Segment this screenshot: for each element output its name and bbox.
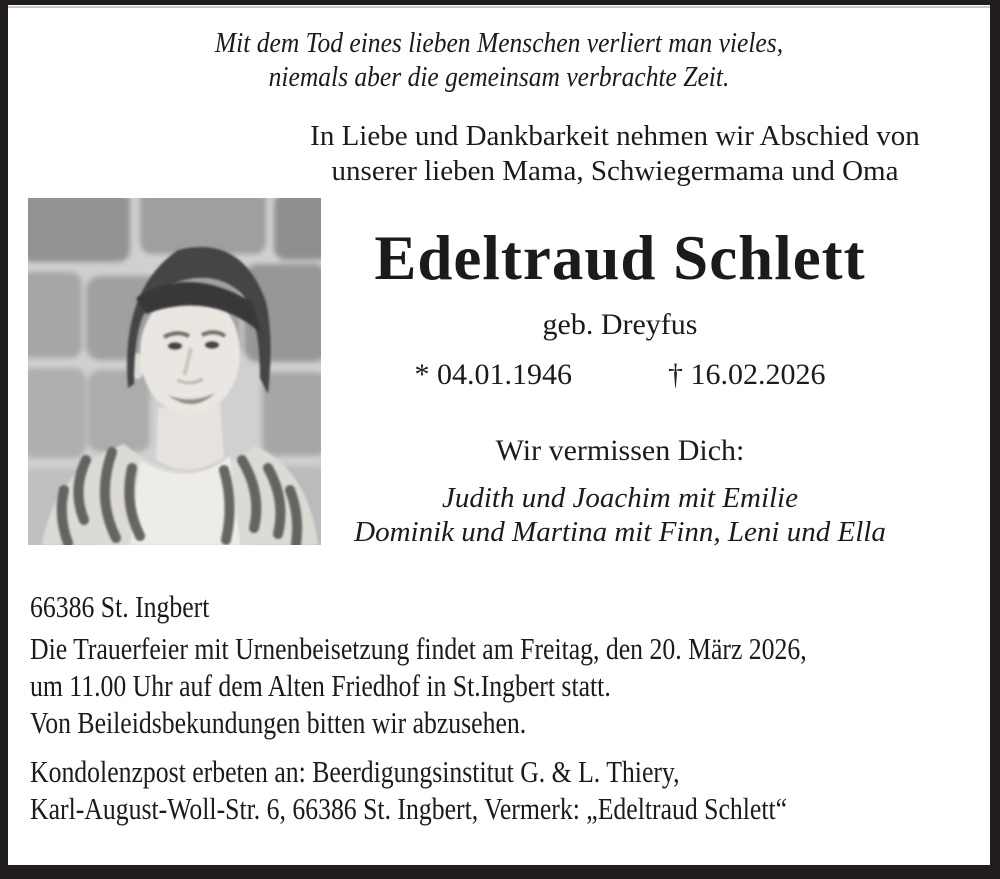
funeral-line: Von Beileidsbekundungen bitten wir abzusehen. — [30, 705, 527, 740]
memorial-quote — [67, 26, 931, 94]
life-dates — [330, 357, 910, 393]
funeral-info — [30, 630, 807, 741]
birth-date: * 04.01.1946 — [414, 358, 572, 391]
maiden-name: geb. Dreyfus — [542, 308, 698, 341]
funeral-line: um 11.00 Uhr auf dem Alten Friedhof in St.Ingbert statt. — [30, 668, 611, 703]
portrait-photo — [28, 198, 321, 545]
quote-line: Mit dem Tod eines lieben Menschen verliert man vieles, — [214, 27, 784, 59]
condolence-info — [30, 753, 787, 827]
city-line: 66386 St. Ingbert — [30, 589, 210, 624]
portrait-photo-graphic — [28, 198, 321, 545]
farewell-heading: Wir vermissen Dich: — [495, 434, 745, 467]
intro-line: In Liebe und Dankbarkeit nehmen wir Abschied von — [310, 120, 920, 152]
quote-line: niemals aber die gemeinsam verbrachte Zeit. — [268, 61, 730, 93]
death-date: † 16.02.2026 — [668, 358, 826, 391]
announcement-column — [330, 225, 910, 549]
inner-top-divider — [8, 6, 990, 8]
funeral-line: Die Trauerfeier mit Urnenbeisetzung findet am Freitag, den 20. März 2026, — [30, 631, 807, 666]
intro-text — [270, 119, 960, 189]
condolence-line: Karl-August-Woll-Str. 6, 66386 St. Ingbert, Vermerk: „Edeltraud Schlett“ — [30, 791, 788, 826]
deceased-name: Edeltraud Schlett — [374, 223, 866, 293]
condolence-line: Kondolenzpost erbeten an: Beerdigungsinstitut G. & L. Thiery, — [30, 754, 680, 789]
mourner-line: Judith und Joachim mit Emilie — [442, 482, 798, 514]
mourner-line: Dominik und Martina mit Finn, Leni und Ella — [354, 516, 886, 548]
mourners-list — [330, 481, 910, 549]
intro-line: unserer lieben Mama, Schwiegermama und Oma — [331, 155, 899, 187]
